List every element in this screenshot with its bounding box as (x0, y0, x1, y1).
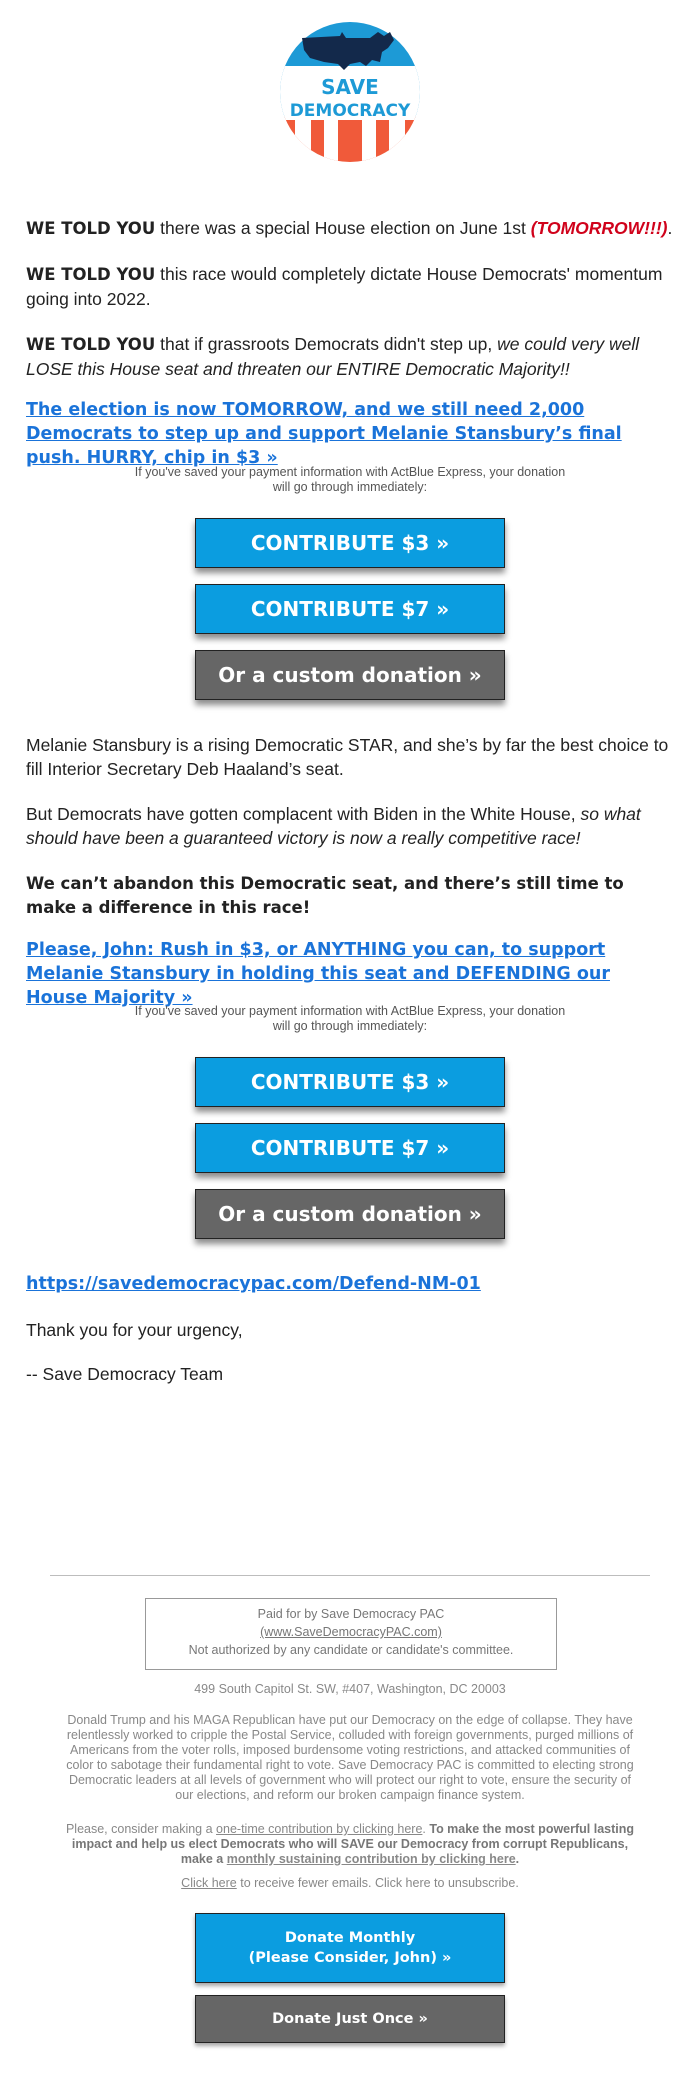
fewer-emails-link[interactable]: Click here (181, 1876, 237, 1890)
paragraph-5: But Democrats have gotten complacent with Biden in the White House, so what should have been a guaranteed victory is now a really competitive race! (26, 804, 641, 848)
footer-consider: Please, consider making a one-time contribution by clicking here. To make the most powerful lasting impact and help us elect Democrats who will SAVE our Democracy from corrupt Republicans, make a monthly sustaining contribution by clicking here. (65, 1822, 635, 1866)
monthly-contribution-link[interactable]: monthly sustaining contribution by clicking here (226, 1852, 516, 1866)
donate-link-1[interactable]: The election is now TOMORROW, and we still need 2,000 Democrats to step up and support Melanie Stansbury’s final push. HURRY, chip in $3 » (26, 400, 622, 468)
contribute-7-button[interactable]: CONTRIBUTE $7 » (195, 584, 505, 634)
paragraph-6: We can’t abandon this Democratic seat, and there’s still time to make a difference in this race! (26, 874, 624, 917)
footer-about: Donald Trump and his MAGA Republican have put our Democracy on the edge of collapse. They have relentlessly worked to cripple the Postal Service, colluded with foreign governments, purged millions of Americans from the voter rolls, imposed burdensome voting restrictions, and attacked communities of color to sabotage their fundamental right to vote. Save Democracy PAC is committed to electing strong Democratic leaders at all levels of government who will protect our right to vote, ensure the security of our elections, and reform our broken campaign finance system. (66, 1713, 634, 1802)
custom-donation-button-2[interactable]: Or a custom donation » (195, 1189, 505, 1239)
paid-by-text: Paid for by Save Democracy PAC (257, 1607, 445, 1621)
donate-link-2[interactable]: Please, John: Rush in $3, or ANYTHING you can, to support Melanie Stansbury in holding this seat and DEFENDING our House Majority » (26, 940, 610, 1008)
actblue-note-1: If you've saved your payment information with ActBlue Express, your donation will go through immediately: (134, 465, 566, 494)
paragraph-2: WE TOLD YOU this race would completely dictate House Democrats' momentum going into 2022. (26, 264, 663, 309)
actblue-note-2: If you've saved your payment information with ActBlue Express, your donation will go through immediately: (134, 1004, 566, 1033)
footer-site-link[interactable]: (www.SaveDemocracyPAC.com) (260, 1625, 442, 1639)
footer-fewer-emails: Click here to receive fewer emails. Click here to unsubscribe. (181, 1876, 519, 1890)
contribute-3-button[interactable]: CONTRIBUTE $3 » (195, 518, 505, 568)
not-authorized-text: Not authorized by any candidate or candidate's committee. (188, 1643, 514, 1657)
paragraph-1: WE TOLD YOU there was a special House election on June 1st (TOMORROW!!!). (26, 218, 673, 238)
one-time-contribution-link[interactable]: one-time contribution by clicking here (216, 1822, 423, 1836)
thanks-text: Thank you for your urgency, (26, 1320, 243, 1340)
footer-address: 499 South Capitol St. SW, #407, Washington, DC 20003 (194, 1682, 506, 1696)
donate-monthly-button[interactable]: Donate Monthly (Please Consider, John) » (195, 1913, 505, 1983)
footer-divider (50, 1575, 650, 1576)
paragraph-3: WE TOLD YOU that if grassroots Democrats didn't step up, we could very well LOSE this House seat and threaten our ENTIRE Democratic Majority!! (26, 334, 640, 379)
paid-for-box (145, 1598, 557, 1670)
donate-once-button[interactable]: Donate Just Once » (195, 1995, 505, 2043)
contribute-7-button-2[interactable]: CONTRIBUTE $7 » (195, 1123, 505, 1173)
svg-text:SAVE: SAVE (321, 75, 379, 99)
paragraph-4: Melanie Stansbury is a rising Democratic STAR, and she’s by far the best choice to fill Interior Secretary Deb Haaland’s seat. (26, 735, 669, 779)
svg-text:DEMOCRACY: DEMOCRACY (289, 101, 411, 121)
contribute-3-button-2[interactable]: CONTRIBUTE $3 » (195, 1057, 505, 1107)
signoff-text: -- Save Democracy Team (26, 1364, 224, 1384)
campaign-url-link[interactable]: https://savedemocracypac.com/Defend-NM-01 (26, 1274, 481, 1294)
save-democracy-logo (280, 18, 420, 166)
custom-donation-button[interactable]: Or a custom donation » (195, 650, 505, 700)
